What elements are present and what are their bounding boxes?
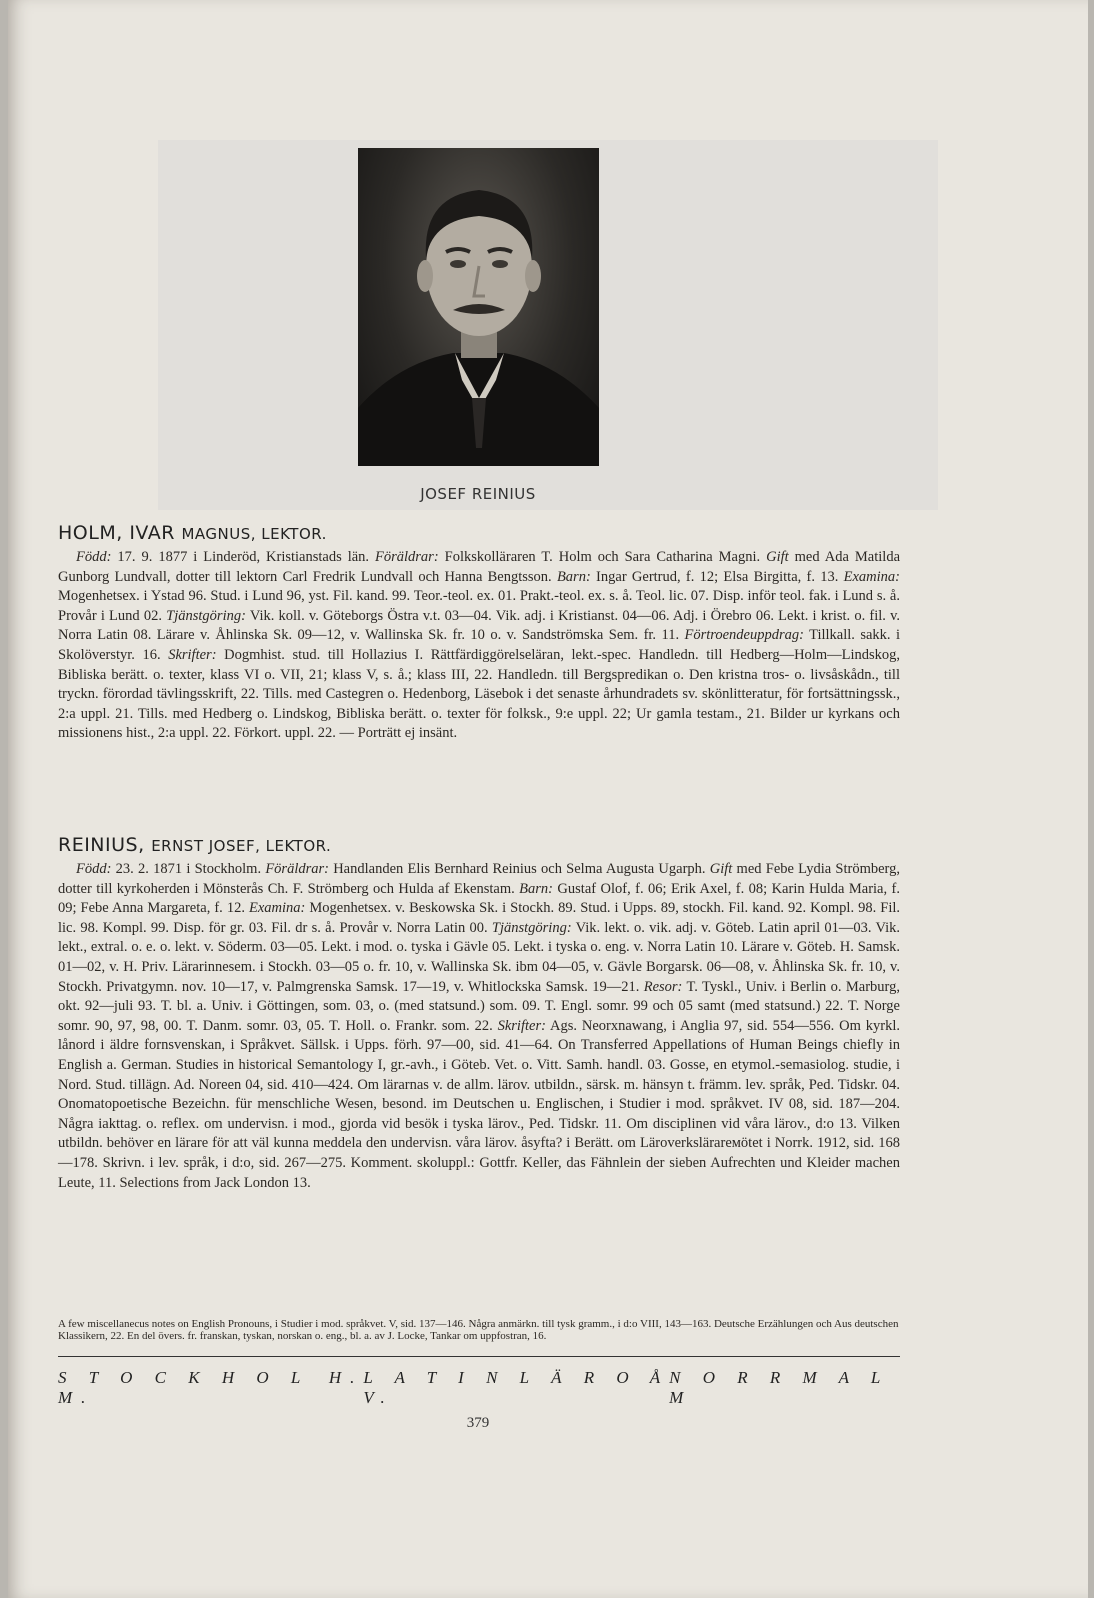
footer-city: S T O C K H O L M. [58,1368,310,1407]
entry-title: MAGNUS, LEKTOR. [181,525,327,543]
entry-paragraph: Född: 17. 9. 1877 i Linderöd, Kristianstads län. Föräldrar: Folkskolläraren T. Holm och Sara Catharina Magni. Gift med Ada Matilda Gunborg Lundvall, dotter till lektorn Carl Fredrik Lundvall och Hanna Bengtsson. Barn: Ingar Gertrud, f. 12; Elsa Birgitta, f. 13. Examina: Mogenhetsex. i Ystad 96. Stud. i Lund 96, yst. Fil. kand. 99. Teor.-teol. ex. 01. Prakt.-teol. ex. s. å. Teol. lic. 07. Disp. inför teol. fak. i Lund s. å. Provår i Lund 02. Tjänstgöring: Vik. koll. v. Göteborgs Östra v.t. 03—04. Vik. adj. i Kristianst. 04—06. Adj. i Örebro 06. Lekt. i krist. o. fil. v. Norra Latin 08. Lärare v. Åhlinska Sk. 09—12, v. Wallinska Sk. fr. 10 o. v. Sandströmska Sem. fr. 11. Förtroendeuppdrag: Tillkall. sakk. i Skolöverstyr. 16. Skrifter: Dogmhist. stud. till Hollazius I. Rättfärdiggörelseläran, lekt.-spec. Handledn. till Hedberg—Holm—Lindskog, Bibliska berätt. o. texter, klass VI o. VII, 21; klass V, s. å.; klass III, 22. Handledn. till Bergspredikan o. Den kristna tros- o. livsåskådn., till tryckn. förordad tävlingsskrift, 22. Tills. med Castegren o. Hedenborg, Läsebok i det senaste århundradets sv. skönlitteratur, för fortsättningssk., 2:a uppl. 21. Tills. med Hedberg o. Lindskog, Bibliska berätt. o. texter för folksk., 9:e uppl. 22; Ur gamla testam., 21. Bilder ur kyrkans och missionens hist., 2:a uppl. 22. Förkort. uppl. 22. — Porträtt ej insänt. [58,549,901,742]
running-footer [58,1368,900,1408]
entry-surname: HOLM, [58,522,123,544]
footer-district: N O R R M A L M [669,1368,890,1407]
entry-given-name: IVAR [129,522,175,544]
entry-heading-reinius [58,834,331,856]
entry-body-holm [58,548,900,744]
photo-caption: JOSEF REINIUS [420,485,536,503]
entry-body-reinius [58,860,900,1193]
entry-heading-holm [58,522,327,544]
footer-preposition: Å [649,1368,670,1387]
portrait-drawing [358,148,599,466]
page-number: 379 [466,1415,490,1431]
portrait-photo [358,148,599,466]
entry-given-name: ERNST JOSEF, LEKTOR. [151,837,332,855]
entry-small-print: A few miscellanecus notes on English Pronouns, i Studier i mod. språkvet. V, sid. 137—146. Några anmärkn. till tysk gramm., i d:o VIII, 143—163. Deutsche Erzählungen och Aus deutschen Klassikern, 22. En del övers. fr. franskan, tyskan, norskan o. eng., bl. a. av J. Locke, Tankar om uppfostran, 16. [58,1318,899,1342]
page [8,0,1088,1598]
entry-paragraph: Född: 23. 2. 1871 i Stockholm. Föräldrar: Handlanden Elis Bernhard Reinius och Selma Augusta Ugarph. Gift med Febe Lydia Strömberg, dotter till kyrkoherden i Mönsterås Ch. F. Strömberg och Hulda af Ekenstam. Barn: Gustaf Olof, f. 06; Erik Axel, f. 08; Karin Hulda Maria, f. 09; Febe Anna Margareta, f. 12. Examina: Mogenhetsex. v. Beskowska Sk. i Stockh. 89. Stud. i Upps. 89, stockh. Fil. kand. 92. Kompl. 98. Fil. lic. 98. Kompl. 99. Disp. för gr. 03. Fil. dr s. å. Provår v. Norra Latin 00. Tjänstgöring: Vik. lekt. o. vik. adj. v. Göteb. Latin april 01—03. Vik. lekt., extral. o. e. o. lekt. v. Söderm. 03—05. Lekt. i mod. o. tyska i Gävle 05. Lekt. i tyska o. eng. v. Norra Latin 10. Lärare v. Göteb. H. Samsk. 01—02, v. H. Priv. Lärarinnesem. i Stockh. 03—05 o. fr. 10, v. Wallinska Sk. ibm 04—05, v. Gävle Borgarsk. 06—08, v. Åhlinska Sk. fr. 10, v. Stockh. Privatgymn. nov. 10—17, v. Palmgrenska Samsk. 17—19, v. Whitlockska Samsk. 19—21. Resor: T. Tyskl., Univ. i Berlin o. Marburg, okt. 92—juli 93. T. bl. a. Univ. i Göttingen, som. 03, o. (med statsund.) som. 09. T. Engl. somr. 99 och 05 samt (med statsund.) 22. T. Norge somr. 90, 97, 98, 00. T. Danm. somr. 03, 05. T. Holl. o. Frankr. som. 22. Skrifter: Ags. Neorxnawang, i Anglia 97, sid. 554—556. Om kyrkl. lånord i äldre fornsvenskan, i Språkvet. Sällsk. i Upps. förh. 97—00, sid. 41—64. On Transferred Appellations of Human Beings chiefly in English a. German. Studies in historical Semantology I, gr.-avh., i Göteb. Vet. o. Vitt. Samh. handl. 03. Gosse, en etymol.-semasiolog. studie, i Nord. Stud. tillägn. Ad. Noreen 04, sid. 410—424. Om lärarnas v. de allm. lärov. utbildn., särsk. m. hänsyn t. främm. lev. språk, Ped. Tidskr. 04. Onomatopoetische Bezeichn. für menschliche Wesen, besond. im Deutschen u. Englischen, i Studier i mod. språkvet. IV 08, sid. 187—204. Några iakttag. o. reflex. om undervisn. i mod., gjorda vid besök i tyska lärov., Ped. Tidskr. 11. Om disciplinen vid våra lärov., d:o 13. Vilken utbildn. behöver en lärare för att väl kunna meddela den undervisn. våra lärov. åsyfta? i Berätt. om Läroverkslärareмötet i Norrk. 1912, sid. 168—178. Skrivn. i lev. språk, i d:o, sid. 267—275. Komment. skoluppl.: Gottfr. Keller, das Fähnlein der sieben Aufrechten und Kleider machen Leute, 11. Selections from Jack London 13. [58,861,901,1191]
entry-surname: REINIUS, [58,834,145,856]
footer-rule [58,1356,900,1357]
footer-abbrev: H. [328,1368,364,1387]
footer-school: L A T I N L Ä R O V. [363,1368,638,1407]
